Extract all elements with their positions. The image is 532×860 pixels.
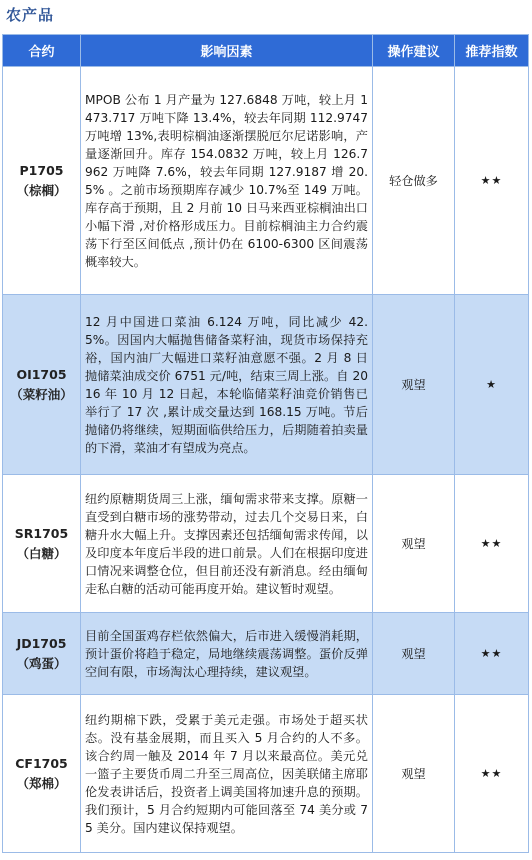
factor-cell: 12 月中国进口菜油 6.124 万吨，同比减少 42.5%。因国内大幅抛售储备菜籽油，现货市场保持充裕，国内油厂大幅进口菜籽油意愿不强。2 月 8 日抛储菜油成交价 6751 元/吨，结束三周上涨。自 2016 年 10 月 12 日起，本轮临储菜籽油竞价销售已举行了 17 次 ,累计成交量达到 168.15 万吨。节后抛储仍将继续，短期面临供给压力，后期随着拍卖量的下滑，菜油才有望成为亮点。: [81, 295, 373, 475]
contract-cell: [3, 295, 81, 475]
rating-stars: ★★: [455, 475, 529, 613]
advice-cell: 轻仓做多: [373, 67, 455, 295]
rating-stars: ★★: [455, 613, 529, 695]
contract-cell: [3, 613, 81, 695]
table-row: [3, 475, 529, 613]
rating-stars: ★★: [455, 695, 529, 853]
contract-name: （菜籽油）: [10, 386, 73, 402]
table-row: [3, 295, 529, 475]
table-row: [3, 67, 529, 295]
rating-stars: ★: [455, 295, 529, 475]
section-title: 农产品: [6, 6, 55, 24]
contract-name: （白糖）: [16, 545, 67, 561]
header-contract: 合约: [3, 35, 81, 67]
contract-name: （棕榈）: [16, 182, 67, 198]
contract-name: （郑棉）: [16, 775, 67, 791]
contract-code: P1705: [19, 162, 64, 178]
rating-stars: ★★: [455, 67, 529, 295]
contract-code: OI1705: [16, 366, 67, 382]
contract-name: （鸡蛋）: [16, 655, 67, 671]
advice-cell: 观望: [373, 695, 455, 853]
header-advice: 操作建议: [373, 35, 455, 67]
factor-cell: 目前全国蛋鸡存栏依然偏大，后市进入缓慢消耗期，预计蛋价将趋于稳定，局地继续震荡调整。蛋价反弹空间有限，市场淘汰心理持续，建议观望。: [81, 613, 373, 695]
contract-code: JD1705: [16, 635, 67, 651]
table-row: [3, 695, 529, 853]
contract-code: CF1705: [15, 755, 68, 771]
contract-cell: [3, 67, 81, 295]
factor-cell: 纽约原糖期货周三上涨，缅甸需求带来支撑。原糖一直受到白糖市场的涨势带动，过去几个交易日来，白糖升水大幅上升。支撑因素还包括缅甸需求传闻，以及印度本年度后半段的进口前景。人们在根据印度进口情况来调整仓位，但目前还没有新消息。经由缅甸走私白糖的活动可能再度开始。建议暂时观望。: [81, 475, 373, 613]
table-header-row: [3, 35, 529, 67]
header-rating: 推荐指数: [455, 35, 529, 67]
factor-cell: MPOB 公布 1 月产量为 127.6848 万吨，较上月 1473.717 万吨下降 13.4%，较去年同期 112.9747 万吨增 13%,表明棕榈油逐渐摆脱厄尔尼诺影响，产量逐渐回升。库存 154.0832 万吨，较上月 126.7962 万吨降 7.6%，较去年同期 127.9187 增 20.5% 。之前市场预期库存减少 10.7%至 149 万吨。库存高于预期，且 2 月前 10 日马来西亚棕榈油出口小幅下滑 ,对价格形成压力。目前棕榈油主力合约震荡下行至区间低点 ,预计仍在 6100-6300 区间震荡概率较大。: [81, 67, 373, 295]
table-row: [3, 613, 529, 695]
advice-cell: 观望: [373, 613, 455, 695]
contract-code: SR1705: [14, 525, 69, 541]
contract-cell: [3, 475, 81, 613]
recommendation-table: [2, 34, 529, 853]
factor-cell: 纽约期棉下跌，受累于美元走强。市场处于超买状态。没有基金展期，而且买入 5 月合约的人不多。该合约周一触及 2014 年 7 月以来最高位。美元兑一篮子主要货币周二升至三周高位，因美联储主席耶伦发表讲话后，投资者上调美国将加速升息的预期。我们预计，5 月合约短期内可能回落至 74 美分或 75 美分。国内建议保持观望。: [81, 695, 373, 853]
advice-cell: 观望: [373, 475, 455, 613]
advice-cell: 观望: [373, 295, 455, 475]
contract-cell: [3, 695, 81, 853]
header-factors: 影响因素: [81, 35, 373, 67]
